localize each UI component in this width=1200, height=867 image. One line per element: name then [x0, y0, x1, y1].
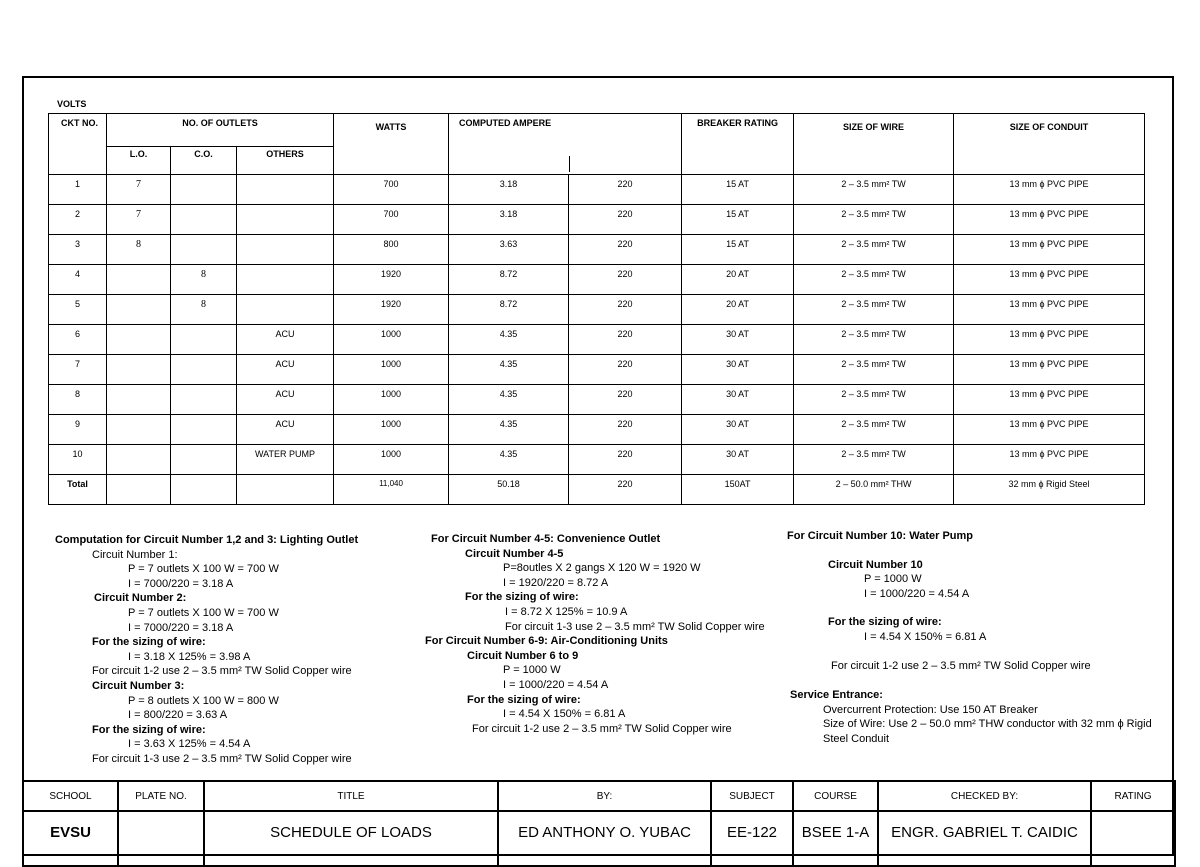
- heading: For Circuit Number 4-5: Convenience Outlet: [431, 533, 661, 545]
- subheading: For the sizing of wire:: [828, 616, 942, 629]
- cell-others: [237, 265, 334, 295]
- cell-size-of-wire: 2 – 3.5 mm² TW: [794, 415, 954, 445]
- cell-volts: 220: [569, 355, 682, 385]
- text-line: I = 7000/220 = 3.18 A: [128, 621, 234, 634]
- text-line: For circuit 1-3 use 2 – 3.5 mm² TW Solid Copper wire: [505, 620, 765, 633]
- header-size-of-wire: SIZE OF WIRE: [794, 114, 954, 175]
- cell-computed-ampere: 3.18: [449, 175, 569, 205]
- text-line: I = 4.54 X 150% = 6.81 A: [864, 630, 987, 643]
- cell-co: [171, 475, 237, 505]
- total-row: [49, 475, 1145, 505]
- cell-size-of-conduit: 13 mm ϕ PVC PIPE: [954, 175, 1145, 205]
- computation-column-water-pump: [787, 529, 1152, 747]
- column-divider: [569, 156, 570, 172]
- value-by: ED ANTHONY O. YUBAC: [498, 811, 711, 866]
- value-subject: EE-122: [711, 811, 793, 866]
- table-row: [49, 205, 1145, 235]
- table-row: [49, 295, 1145, 325]
- cell-size-of-conduit: 13 mm ϕ PVC PIPE: [954, 325, 1145, 355]
- label-title: TITLE: [204, 781, 498, 811]
- cell-volts: 220: [569, 385, 682, 415]
- cell-volts: 220: [569, 415, 682, 445]
- cell-lo: [107, 295, 171, 325]
- cell-computed-ampere: 4.35: [449, 325, 569, 355]
- cell-watts: 700: [334, 205, 449, 235]
- cell-volts: 220: [569, 235, 682, 265]
- text-line: I = 4.54 X 150% = 6.81 A: [503, 708, 626, 721]
- cell-others: ACU: [237, 385, 334, 415]
- cell-volts: 220: [569, 325, 682, 355]
- cell-lo: [107, 265, 171, 295]
- value-school: EVSU: [23, 811, 118, 866]
- cell-breaker-rating: 20 AT: [682, 265, 794, 295]
- subheading: Circuit Number 10: [828, 558, 923, 571]
- table-row: [49, 355, 1145, 385]
- header-breaker-rating: BREAKER RATING: [682, 114, 794, 175]
- cell-watts: 1000: [334, 385, 449, 415]
- label-rating: RATING: [1091, 781, 1175, 811]
- cell-size-of-conduit: 13 mm ϕ PVC PIPE: [954, 385, 1145, 415]
- cell-others: [237, 295, 334, 325]
- text-line: For circuit 1-2 use 2 – 3.5 mm² TW Solid Copper wire: [472, 722, 732, 735]
- cell-others: [237, 205, 334, 235]
- cell-size-of-wire: 2 – 3.5 mm² TW: [794, 175, 954, 205]
- heading: For Circuit Number 10: Water Pump: [787, 530, 974, 542]
- cell-co: 8: [171, 265, 237, 295]
- cell-co: [171, 355, 237, 385]
- value-course: BSEE 1-A: [793, 811, 878, 866]
- cell-size-of-wire: 2 – 3.5 mm² TW: [794, 295, 954, 325]
- label-subject: SUBJECT: [711, 781, 793, 811]
- cell-ckt-no: 10: [49, 445, 107, 475]
- heading: Computation for Circuit Number 1,2 and 3: Lighting Outlet: [55, 534, 359, 546]
- label-plate-no: PLATE NO.: [118, 781, 204, 811]
- cell-breaker-rating: 30 AT: [682, 445, 794, 475]
- text-line: For circuit 1-2 use 2 – 3.5 mm² TW Solid Copper wire: [831, 659, 1091, 672]
- cell-breaker-rating: 15 AT: [682, 175, 794, 205]
- cell-size-of-conduit: 13 mm ϕ PVC PIPE: [954, 205, 1145, 235]
- cell-computed-ampere: 8.72: [449, 265, 569, 295]
- cell-co: [171, 235, 237, 265]
- cell-size-of-conduit: 13 mm ϕ PVC PIPE: [954, 415, 1145, 445]
- cell-volts: 220: [569, 445, 682, 475]
- cell-lo: 7: [107, 175, 171, 205]
- subheading: For the sizing of wire:: [92, 636, 206, 649]
- text-line: For circuit 1-3 use 2 – 3.5 mm² TW Solid Copper wire: [92, 752, 352, 765]
- cell-others: ACU: [237, 355, 334, 385]
- cell-lo: [107, 475, 171, 505]
- text-line: I = 1000/220 = 4.54 A: [864, 587, 970, 600]
- cell-watts: 11,040: [334, 475, 449, 505]
- cell-ckt-no: 5: [49, 295, 107, 325]
- header-no-of-outlets: NO. OF OUTLETS: [107, 114, 334, 147]
- cell-co: [171, 175, 237, 205]
- cell-size-of-wire: 2 – 50.0 mm² THW: [794, 475, 954, 505]
- cell-volts: 220: [569, 475, 682, 505]
- value-rating: [1091, 811, 1175, 866]
- cell-lo: 8: [107, 235, 171, 265]
- cell-lo: [107, 385, 171, 415]
- cell-size-of-wire: 2 – 3.5 mm² TW: [794, 265, 954, 295]
- cell-ckt-no: 9: [49, 415, 107, 445]
- cell-ckt-no: 7: [49, 355, 107, 385]
- cell-volts: 220: [569, 265, 682, 295]
- cell-size-of-wire: 2 – 3.5 mm² TW: [794, 235, 954, 265]
- text-line: I = 7000/220 = 3.18 A: [128, 577, 234, 590]
- label-by: BY:: [498, 781, 711, 811]
- cell-size-of-conduit: 13 mm ϕ PVC PIPE: [954, 445, 1145, 475]
- text-line: P = 1000 W: [864, 573, 922, 586]
- cell-size-of-wire: 2 – 3.5 mm² TW: [794, 385, 954, 415]
- cell-ckt-no: 3: [49, 235, 107, 265]
- cell-breaker-rating: 15 AT: [682, 205, 794, 235]
- cell-lo: [107, 415, 171, 445]
- value-title: SCHEDULE OF LOADS: [204, 811, 498, 866]
- cell-co: [171, 445, 237, 475]
- label-checked-by: CHECKED BY:: [878, 781, 1091, 811]
- table-row: [49, 445, 1145, 475]
- header-computed-ampere-label: COMPUTED AMPERE: [459, 118, 552, 128]
- cell-ckt-no: 8: [49, 385, 107, 415]
- subheading: Circuit Number 6 to 9: [467, 649, 579, 662]
- cell-watts: 1000: [334, 325, 449, 355]
- cell-others: [237, 475, 334, 505]
- cell-watts: 800: [334, 235, 449, 265]
- cell-size-of-wire: 2 – 3.5 mm² TW: [794, 205, 954, 235]
- heading: For Circuit Number 6-9: Air-Conditioning Units: [425, 635, 668, 648]
- cell-watts: 1000: [334, 415, 449, 445]
- cell-breaker-rating: 20 AT: [682, 295, 794, 325]
- cell-co: [171, 205, 237, 235]
- cell-computed-ampere: 4.35: [449, 385, 569, 415]
- cell-computed-ampere: 3.63: [449, 235, 569, 265]
- header-size-of-conduit: SIZE OF CONDUIT: [954, 114, 1145, 175]
- cell-computed-ampere: 4.35: [449, 355, 569, 385]
- text-line: P = 7 outlets X 100 W = 700 W: [128, 563, 279, 576]
- header-lo: L.O.: [107, 147, 171, 175]
- cell-others: [237, 235, 334, 265]
- cell-ckt-no: Total: [49, 475, 107, 505]
- cell-breaker-rating: 30 AT: [682, 385, 794, 415]
- cell-size-of-wire: 2 – 3.5 mm² TW: [794, 445, 954, 475]
- header-watts: WATTS: [334, 114, 449, 175]
- text-line: P = 8 outlets X 100 W = 800 W: [128, 694, 279, 707]
- subheading: Circuit Number 4-5: [465, 547, 564, 560]
- cell-co: [171, 385, 237, 415]
- cell-size-of-conduit: 13 mm ϕ PVC PIPE: [954, 235, 1145, 265]
- cell-co: [171, 415, 237, 445]
- text-line: I = 1000/220 = 4.54 A: [503, 678, 609, 691]
- title-block: [22, 780, 1176, 867]
- subheading: Circuit Number 3:: [92, 679, 185, 692]
- table-row: [49, 265, 1145, 295]
- subheading: For the sizing of wire:: [467, 693, 581, 706]
- cell-lo: [107, 445, 171, 475]
- text-line: P = 1000 W: [503, 664, 561, 677]
- load-rows: [49, 175, 1145, 505]
- table-row: [49, 325, 1145, 355]
- cell-computed-ampere: 4.35: [449, 445, 569, 475]
- subheading: Circuit Number 2:: [94, 592, 187, 605]
- subheading: For the sizing of wire:: [92, 723, 206, 736]
- computation-column-lighting: [55, 533, 358, 767]
- cell-volts: 220: [569, 205, 682, 235]
- computation-column-convenience-aircon: [425, 532, 765, 736]
- cell-size-of-conduit: 13 mm ϕ PVC PIPE: [954, 265, 1145, 295]
- cell-co: [171, 325, 237, 355]
- table-row: [49, 235, 1145, 265]
- text-line: I = 1920/220 = 8.72 A: [503, 576, 609, 589]
- value-plate-no: [118, 811, 204, 866]
- schedule-of-loads-table: [48, 113, 1145, 505]
- text-line: I = 3.18 X 125% = 3.98 A: [128, 650, 251, 663]
- header-computed-ampere: [449, 114, 682, 175]
- cell-watts: 1000: [334, 445, 449, 475]
- cell-size-of-conduit: 13 mm ϕ PVC PIPE: [954, 355, 1145, 385]
- cell-lo: 7: [107, 205, 171, 235]
- table-row: [49, 385, 1145, 415]
- text-line: Overcurrent Protection: Use 150 AT Breaker: [823, 703, 1038, 716]
- cell-ckt-no: 1: [49, 175, 107, 205]
- text-line: I = 8.72 X 125% = 10.9 A: [505, 605, 628, 618]
- subheading: Service Entrance:: [790, 689, 883, 702]
- table-header-row-1: [49, 114, 1145, 147]
- label-course: COURSE: [793, 781, 878, 811]
- header-ckt-no: CKT NO.: [49, 114, 107, 175]
- cell-watts: 1920: [334, 295, 449, 325]
- title-block-values: [23, 811, 1175, 866]
- cell-ckt-no: 6: [49, 325, 107, 355]
- cell-volts: 220: [569, 295, 682, 325]
- cell-others: [237, 175, 334, 205]
- text-line: P=8outles X 2 gangs X 120 W = 1920 W: [503, 562, 701, 575]
- cell-size-of-conduit: 32 mm ϕ Rigid Steel: [954, 475, 1145, 505]
- cell-others: ACU: [237, 325, 334, 355]
- text-line: I = 3.63 X 125% = 4.54 A: [128, 738, 251, 751]
- label-school: SCHOOL: [23, 781, 118, 811]
- cell-others: ACU: [237, 415, 334, 445]
- cell-size-of-conduit: 13 mm ϕ PVC PIPE: [954, 295, 1145, 325]
- cell-computed-ampere: 3.18: [449, 205, 569, 235]
- header-co: C.O.: [171, 147, 237, 175]
- subheading: For the sizing of wire:: [465, 591, 579, 604]
- cell-watts: 700: [334, 175, 449, 205]
- text-line: For circuit 1-2 use 2 – 3.5 mm² TW Solid Copper wire: [92, 665, 352, 678]
- cell-computed-ampere: 8.72: [449, 295, 569, 325]
- cell-lo: [107, 325, 171, 355]
- cell-breaker-rating: 30 AT: [682, 355, 794, 385]
- title-block-labels: [23, 781, 1175, 811]
- cell-computed-ampere: 4.35: [449, 415, 569, 445]
- cell-breaker-rating: 150AT: [682, 475, 794, 505]
- table-row: [49, 415, 1145, 445]
- cell-co: 8: [171, 295, 237, 325]
- text-line: Circuit Number 1:: [92, 548, 178, 561]
- cell-volts: 220: [569, 175, 682, 205]
- text-line: I = 800/220 = 3.63 A: [128, 709, 228, 722]
- text-line: Steel Conduit: [823, 732, 890, 745]
- value-checked-by: ENGR. GABRIEL T. CAIDIC: [878, 811, 1091, 866]
- cell-breaker-rating: 30 AT: [682, 415, 794, 445]
- cell-watts: 1000: [334, 355, 449, 385]
- text-line: Size of Wire: Use 2 – 50.0 mm² THW conductor with 32 mm ϕ Rigid: [823, 718, 1152, 731]
- cell-computed-ampere: 50.18: [449, 475, 569, 505]
- cell-lo: [107, 355, 171, 385]
- text-line: P = 7 outlets X 100 W = 700 W: [128, 606, 279, 619]
- cell-breaker-rating: 30 AT: [682, 325, 794, 355]
- cell-watts: 1920: [334, 265, 449, 295]
- cell-size-of-wire: 2 – 3.5 mm² TW: [794, 325, 954, 355]
- cell-others: WATER PUMP: [237, 445, 334, 475]
- cell-breaker-rating: 15 AT: [682, 235, 794, 265]
- cell-ckt-no: 4: [49, 265, 107, 295]
- volts-label: VOLTS: [57, 99, 87, 109]
- table-row: [49, 175, 1145, 205]
- cell-ckt-no: 2: [49, 205, 107, 235]
- header-others: OTHERS: [237, 147, 334, 175]
- cell-size-of-wire: 2 – 3.5 mm² TW: [794, 355, 954, 385]
